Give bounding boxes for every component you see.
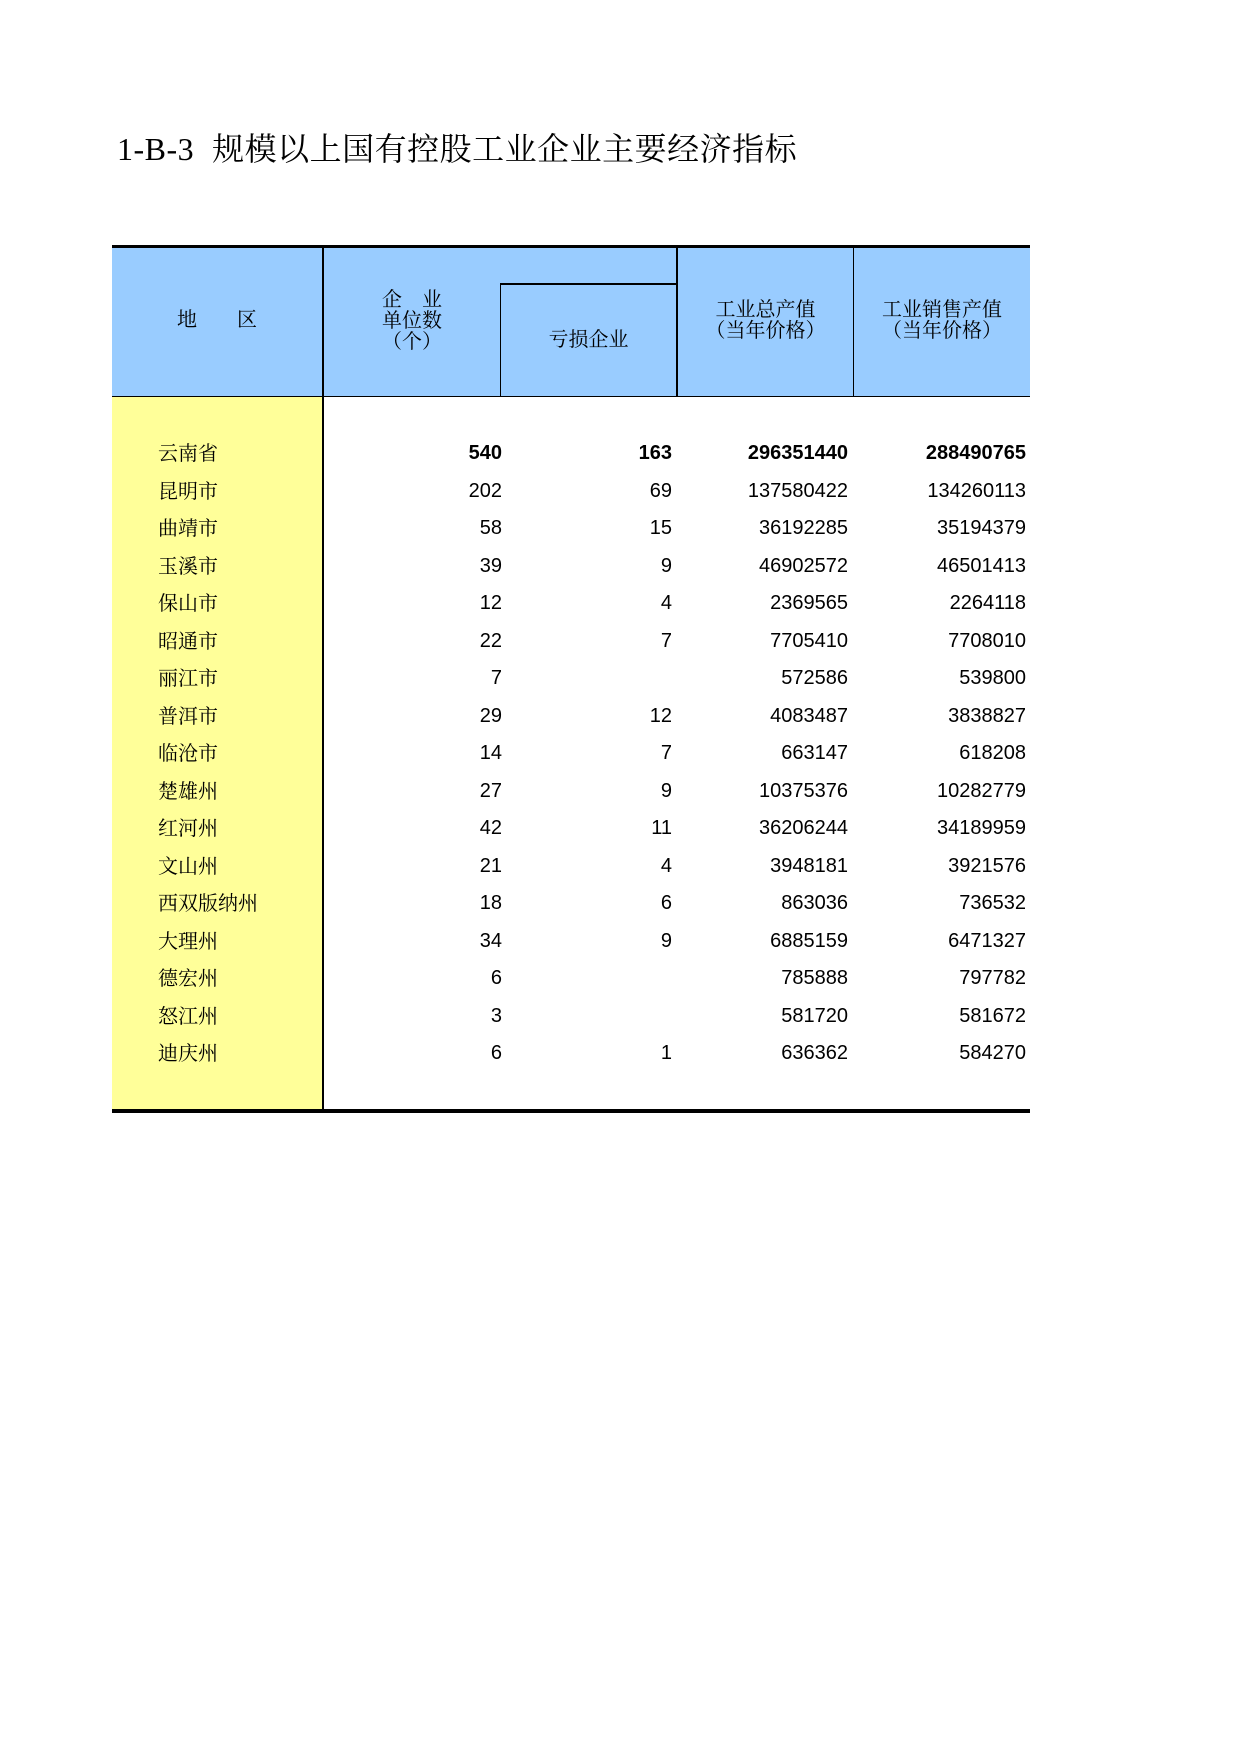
sales-output: 7708010 [948,629,1026,652]
loss-making-count: 7 [660,742,672,764]
table-row [112,923,1030,960]
loss-making-count: 163 [638,442,672,464]
region-name: 昭通市 [158,628,218,653]
enterprise-count: 14 [479,742,502,764]
sales-output: 35194379 [937,517,1026,539]
table-title: 规模以上国有控股工业企业主要经济指标 [212,131,798,167]
gross-output: 636362 [781,1042,848,1064]
enterprise-count: 29 [479,704,502,727]
header-loss-making: 亏损企业 [548,327,629,351]
enterprise-count: 12 [479,592,502,614]
region-name: 普洱市 [158,703,218,728]
loss-making-count: 4 [660,854,672,877]
enterprise-count: 540 [468,442,502,464]
gross-output: 785888 [781,967,848,989]
region-name: 迪庆州 [158,1041,218,1065]
loss-making-count: 1 [660,1042,672,1064]
enterprise-count: 202 [468,479,502,502]
region-name: 临沧市 [158,741,218,765]
loss-making-count [502,998,672,1035]
gross-output: 572586 [781,667,848,689]
table-row [112,585,1030,622]
table-row [112,848,1030,885]
loss-making-count [502,660,672,697]
loss-making-count: 6 [660,892,672,914]
sales-output: 539800 [959,667,1026,689]
sales-output: 581672 [959,1004,1026,1027]
enterprise-count: 6 [490,967,502,989]
sales-output: 134260113 [927,479,1026,502]
header-region: 地 区 [177,307,257,331]
table-row [112,1035,1030,1072]
loss-making-count: 11 [651,817,672,839]
sales-output: 34189959 [937,817,1026,839]
enterprise-count: 34 [479,929,502,952]
table-row [112,698,1030,735]
page-title [117,124,797,170]
table-row [112,735,1030,772]
sales-output: 797782 [959,967,1026,989]
sales-output: 3838827 [948,704,1026,727]
header-sales-output-line1: 工业销售产值 [882,297,1002,321]
region-name: 云南省 [158,441,218,465]
table-bottom-border [112,1109,1030,1113]
loss-making-count: 9 [660,929,672,952]
header-enterprise-count-line2: 单位数 [382,308,442,332]
sales-output: 2264118 [949,592,1026,614]
enterprise-count: 21 [479,854,502,877]
region-name: 保山市 [158,591,218,615]
gross-output: 137580422 [747,479,848,502]
region-name: 丽江市 [158,666,218,690]
sales-output: 10282779 [937,779,1026,802]
gross-output: 296351440 [747,442,848,464]
sales-output: 584270 [959,1042,1026,1064]
loss-making-count: 15 [649,517,672,539]
header-sales-output-line2: （当年价格） [882,318,1002,342]
enterprise-count: 58 [479,517,502,539]
header-enterprise-count-line3: （个） [382,329,442,353]
gross-output: 6885159 [770,929,848,952]
gross-output: 36192285 [759,517,848,539]
header-gross-output-line1: 工业总产值 [715,297,816,321]
gross-output: 663147 [781,742,848,764]
loss-col-top-divider [500,283,677,285]
region-name: 怒江州 [158,1003,218,1028]
table-row [112,510,1030,547]
enterprise-count: 3 [490,1004,502,1027]
region-name: 玉溪市 [158,553,218,578]
region-name: 曲靖市 [158,516,218,540]
gross-output: 46902572 [759,554,848,577]
region-name: 楚雄州 [158,778,218,803]
header-sales-output [854,299,1030,341]
enterprise-count: 7 [490,667,502,689]
gross-output: 10375376 [759,779,848,802]
table-row [112,435,1030,472]
loss-making-count: 69 [649,479,672,502]
sales-output: 288490765 [925,442,1026,464]
gross-output: 3948181 [770,854,848,877]
region-name: 德宏州 [158,966,218,990]
sales-output: 46501413 [937,554,1026,577]
enterprise-count: 18 [479,892,502,914]
loss-making-count: 4 [660,592,672,614]
enterprise-count: 39 [479,554,502,577]
table-row [112,548,1030,585]
gross-output: 36206244 [759,817,848,839]
gross-output: 4083487 [770,704,848,727]
table-row [112,660,1030,697]
gross-output: 863036 [781,892,848,914]
region-name: 红河州 [158,816,218,840]
enterprise-count: 27 [479,779,502,802]
header-gross-output-line2: （当年价格） [705,318,826,342]
sales-output: 736532 [959,892,1026,914]
table-row [112,885,1030,922]
enterprise-count: 42 [479,817,502,839]
sales-output: 618208 [959,742,1026,764]
statistics-table [112,245,1030,1113]
region-name: 西双版纳州 [158,891,258,915]
loss-making-count: 12 [649,704,672,727]
loss-making-count: 7 [660,629,672,652]
table-row [112,473,1030,510]
region-name: 大理州 [158,928,218,953]
header-enterprise-count [324,289,500,352]
table-code: 1-B-3 [117,131,195,167]
table-row [112,998,1030,1035]
loss-making-count: 9 [660,554,672,577]
table-row [112,623,1030,660]
table-row [112,810,1030,847]
table-row [112,773,1030,810]
header-enterprise-count-line1: 企 业 [382,287,442,311]
loss-making-count [502,960,672,997]
sales-output: 6471327 [948,929,1026,952]
enterprise-count: 22 [479,629,502,652]
region-name: 文山州 [158,853,218,878]
gross-output: 581720 [781,1004,848,1027]
gross-output: 2369565 [770,592,848,614]
sales-output: 3921576 [948,854,1026,877]
table-row [112,960,1030,997]
header-gross-output [678,299,853,341]
loss-making-count: 9 [660,779,672,802]
gross-output: 7705410 [770,629,848,652]
table-top-border [112,245,1030,248]
enterprise-count: 6 [490,1042,502,1064]
header-bottom-border [112,396,1030,397]
region-name: 昆明市 [158,478,218,503]
